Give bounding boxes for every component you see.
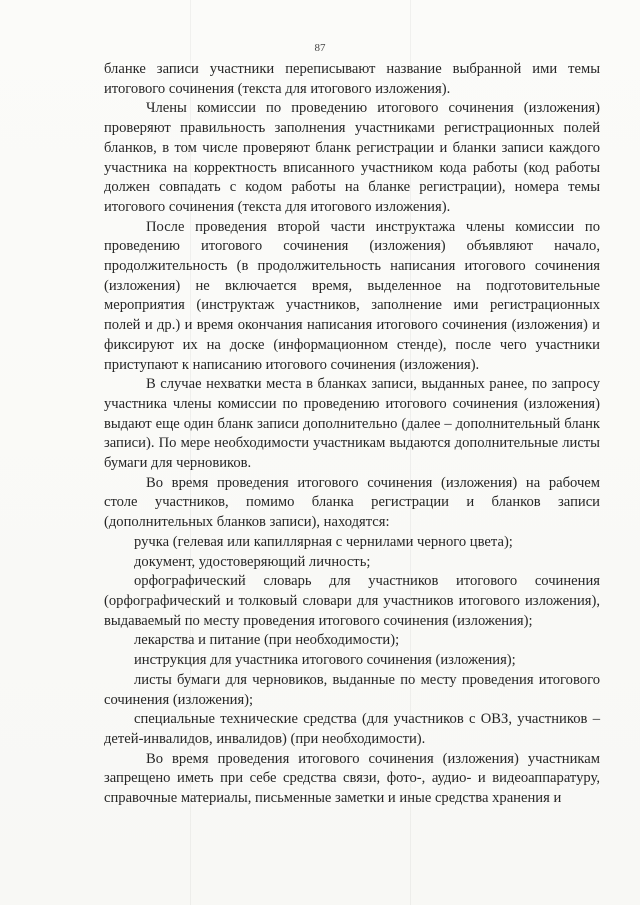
document-body bbox=[104, 60, 600, 809]
paragraph: В случае нехватки места в бланках записи, выданных ранее, по запросу участника члены комиссии по проведению итогового сочинения (изложения) выдают еще один бланк записи дополнительно (далее – дополнительный бланк записи). По мере необходимости участникам выдаются дополнительные листы бумаги для черновиков. bbox=[104, 376, 600, 472]
paragraph: После проведения второй части инструктажа члены комиссии по проведению итогового сочинения (изложения) объявляют начало, продолжительность (в продолжительность написания итогового сочинения (изложения) не включается время, выделенное на подготовительные мероприятия (инструктаж участников, заполнение ими регистрационных полей и др.) и время окончания написания итогового сочинения (изложения) и фиксируют их на доске (информационном стенде), после чего участники приступают к написанию итогового сочинения (изложения). bbox=[104, 218, 600, 373]
paragraph: Во время проведения итогового сочинения (изложения) на рабочем столе участников, помимо бланка регистрации и бланков записи (дополнительных бланков записи), находятся: bbox=[104, 474, 600, 531]
list-item: орфографический словарь для участников итогового сочинения (орфографический и толковый словари для участников итогового изложения), выдаваемый по месту проведения итогового сочинения (изложения); bbox=[104, 573, 600, 629]
paragraph: Во время проведения итогового сочинения (изложения) участникам запрещено иметь при себе средства связи, фото-, аудио- и видеоаппаратуру, справочные материалы, письменные заметки и иные средства хранения и bbox=[104, 750, 600, 807]
paragraph: Члены комиссии по проведению итогового сочинения (изложения) проверяют правильность заполнения участниками регистрационных полей бланков, в том числе проверяют бланк регистрации и бланки записи каждого участника на корректность вписанного участником кода работы (код работы должен совпадать с кодом работы на бланке регистрации), номера темы итогового сочинения (текста для итогового изложения). bbox=[104, 100, 600, 215]
list-item: специальные технические средства (для участников с ОВЗ, участников – детей-инвалидов, инвалидов) (при необходимости). bbox=[104, 711, 600, 747]
list-item: листы бумаги для черновиков, выданные по месту проведения итогового сочинения (изложения); bbox=[104, 671, 600, 708]
list-item: ручка (гелевая или капиллярная с чернилами черного цвета); bbox=[134, 533, 513, 550]
list-item: документ, удостоверяющий личность; bbox=[134, 553, 371, 570]
list-item: инструкция для участника итогового сочинения (изложения); bbox=[134, 652, 516, 669]
list-item: лекарства и питание (при необходимости); bbox=[134, 632, 400, 649]
page-number: 87 bbox=[314, 42, 326, 54]
paragraph-continuation: бланке записи участники переписывают название выбранной ими темы итогового сочинения (текста для итогового изложения). bbox=[104, 61, 600, 97]
